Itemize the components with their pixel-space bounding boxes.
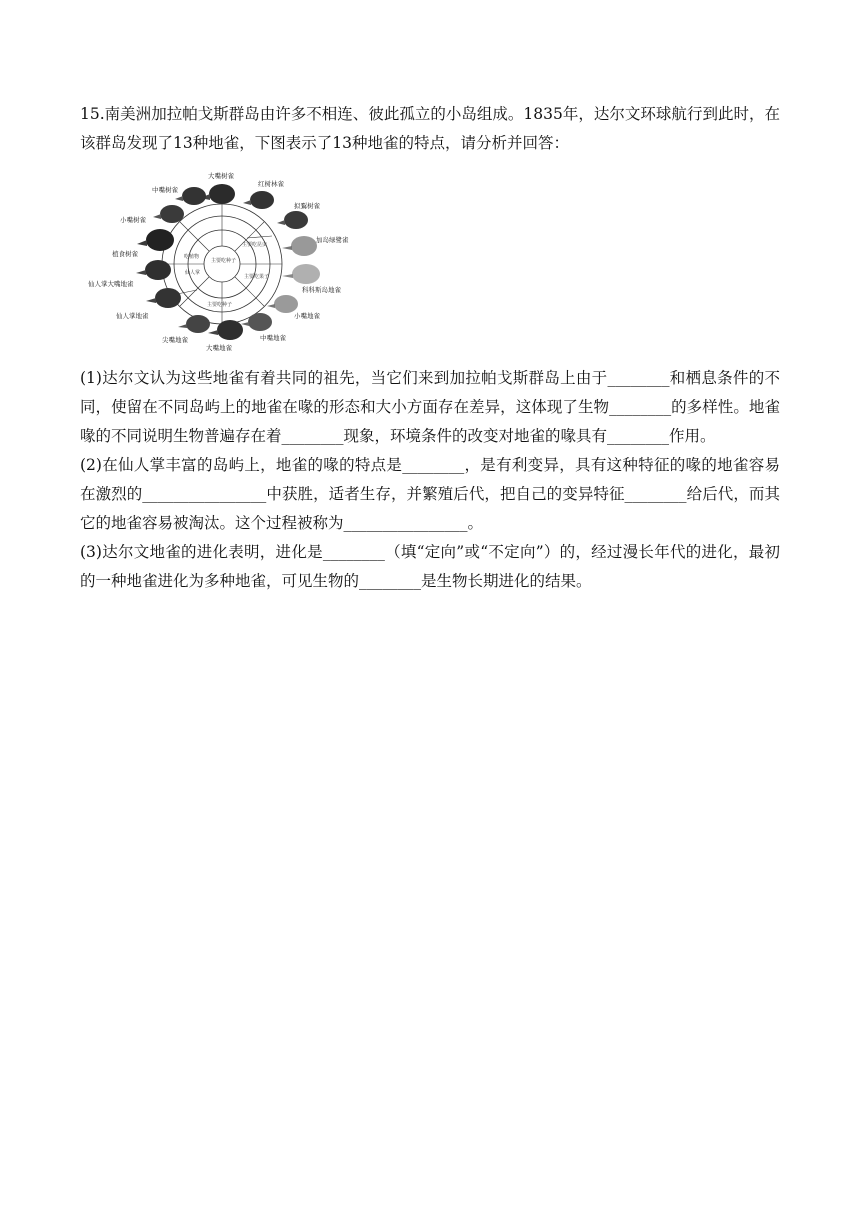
bird-label: 植食树雀 [112,250,138,258]
question-part-3: (3)达尔文地雀的进化表明，进化是________（填“定向”或“不定向”）的，经过漫长年代的进化，最初的一种地雀进化为多种地雀，可见生物的________是生物长期进化的结果。 [80,543,780,590]
inner-label-insects: 主要吃昆虫 [242,242,268,248]
bird-icon [136,260,171,280]
inner-label-cactus: 仙人掌 [185,270,201,276]
bird-label: 仙人掌地雀 [116,312,149,320]
bird-label: 小嘴地雀 [294,312,320,320]
inner-label-seeds: 主要吃种子 [207,302,233,308]
bird-icon [175,187,206,205]
bird-label: 大嘴地雀 [206,344,232,352]
bird-label: 中嘴地雀 [260,334,286,342]
question-page [80,100,780,596]
finch-diagram-svg [82,166,357,356]
bird-icon [137,229,174,251]
bird-label: 小嘴树雀 [120,216,146,224]
question-part-1: (1)达尔文认为这些地雀有着共同的祖先，当它们来到加拉帕戈斯群岛上由于________和栖息条件的不同，使留在不同岛屿上的地雀在喙的形态和大小方面存在差异，这体现了生物________的多样性。地雀喙的不同说明生物普遍存在着________现象，环境条件的改变对地雀的喙具有________作用。 [80,369,780,445]
bird-label: 尖嘴地雀 [162,336,188,344]
bird-label: 加岛绿鹭雀 [316,236,349,244]
bird-icon [277,211,308,229]
bird-icon [241,313,272,331]
finch-diagram [82,166,357,356]
bird-label: 科科斯岛地雀 [302,286,341,294]
bird-icon [282,264,320,284]
bird-label: 拟鴷树雀 [294,202,320,210]
question-part-2: (2)在仙人掌丰富的岛屿上，地雀的喙的特点是________，是有利变异，具有这种特征的喙的地雀容易在激烈的________________中获胜，适者生存，并繁殖后代，把自己的变异特征________给后代，而其它的地雀容易被淘汰。这个过程被称为________________。 [80,456,780,532]
bird-label: 仙人掌大嘴地雀 [88,280,134,288]
bird-label: 大嘴树雀 [208,172,234,180]
inner-label-center: 主要吃种子 [211,258,237,264]
bird-icon [153,205,184,223]
inner-label-plants: 吃植物 [184,254,200,260]
inner-label-fruit: 主要吃果子 [244,274,270,280]
bird-icon [146,288,181,308]
bird-label: 中嘴树雀 [152,186,178,194]
question-intro: 15.南美洲加拉帕戈斯群岛由许多不相连、彼此孤立的小岛组成。1835年，达尔文环球航行到此时，在该群岛发现了13种地雀，下图表示了13种地雀的特点，请分析并回答： [80,105,780,152]
bird-label: 红树林雀 [258,180,284,188]
bird-icon [178,315,210,333]
bird-icon [243,191,274,209]
bird-icon [282,236,317,256]
